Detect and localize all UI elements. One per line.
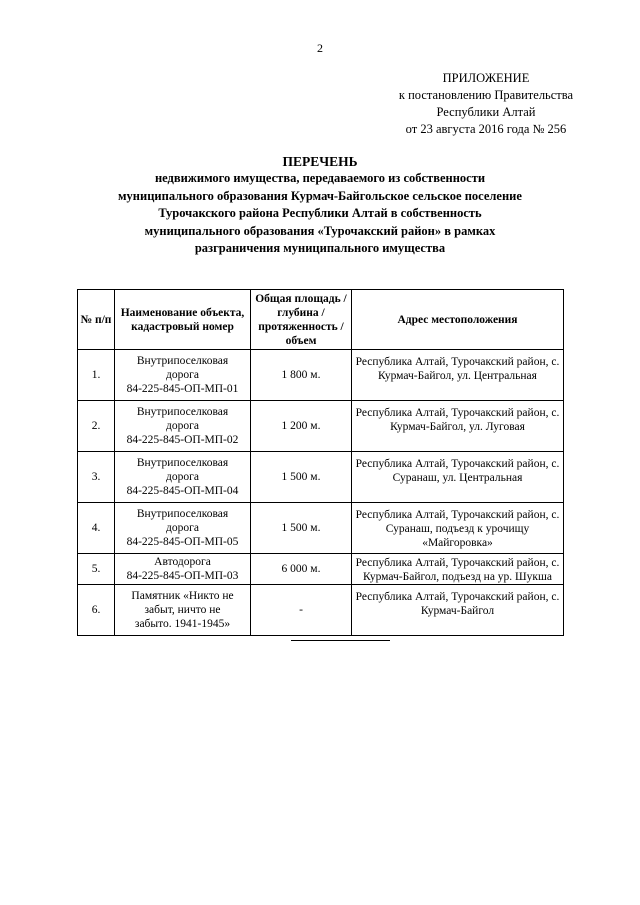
name-line: 84-225-845-ОП-МП-05	[126, 536, 239, 548]
table-row	[78, 585, 564, 636]
table-row	[78, 503, 564, 554]
subtitle-line: недвижимого имущества, передаваемого из собственности	[154, 171, 486, 185]
name-line: Внутрипоселковая	[136, 406, 229, 418]
name-line: Автодорога	[154, 556, 211, 568]
cell-area: 1 500 м.	[251, 503, 352, 554]
document-subtitle	[60, 170, 580, 258]
subtitle-line: муниципального образования Курмач-Байгольское сельское поселение	[118, 188, 522, 203]
cell-name	[115, 503, 251, 554]
table-header-row	[78, 290, 564, 350]
cell-num: 4.	[78, 503, 115, 554]
appendix-line: к постановлению Правительства	[398, 88, 574, 102]
name-line: 84-225-845-ОП-МП-02	[126, 434, 239, 446]
header-area: Общая площадь / глубина / протяженность / объем	[251, 290, 352, 350]
cell-name	[115, 350, 251, 401]
appendix-line: от 23 августа 2016 года № 256	[405, 122, 567, 136]
closing-divider	[291, 640, 390, 641]
cell-address	[352, 554, 564, 585]
name-line: 84-225-845-ОП-МП-03	[126, 570, 239, 582]
name-line: забыт, ничто не	[144, 604, 221, 616]
cell-area: 1 500 м.	[251, 452, 352, 503]
header-num: № п/п	[78, 290, 115, 350]
name-line: дорога	[166, 471, 199, 483]
address-line: Суранаш, подъезд к урочищу «Майгоровка»	[385, 523, 530, 549]
address-line: Курмач-Байгол	[420, 605, 495, 617]
cell-address	[352, 585, 564, 636]
cell-name	[115, 452, 251, 503]
header-address: Адрес местоположения	[352, 290, 564, 350]
appendix-block	[370, 70, 602, 138]
name-line: Внутрипоселковая	[136, 508, 229, 520]
address-line: Республика Алтай, Турочакский район, с.	[355, 458, 560, 470]
cell-num: 2.	[78, 401, 115, 452]
cell-num: 5.	[78, 554, 115, 585]
name-line: Внутрипоселковая	[136, 457, 229, 469]
address-line: Курмач-Байгол, ул. Луговая	[390, 421, 525, 433]
cell-area: 1 200 м.	[251, 401, 352, 452]
address-line: Республика Алтай, Турочакский район, с.	[355, 407, 560, 419]
cell-address	[352, 503, 564, 554]
address-line: Республика Алтай, Турочакский район, с.	[355, 557, 560, 569]
appendix-line: ПРИЛОЖЕНИЕ	[442, 71, 530, 85]
name-line: Внутрипоселковая	[136, 355, 229, 367]
cell-num: 1.	[78, 350, 115, 401]
name-line: дорога	[166, 420, 199, 432]
cell-name	[115, 585, 251, 636]
address-line: Курмач-Байгол, ул. Центральная	[378, 370, 537, 382]
name-line: забыто. 1941-1945»	[134, 618, 231, 630]
page-number: 2	[317, 41, 323, 55]
cell-area: 6 000 м.	[251, 554, 352, 585]
table-row	[78, 554, 564, 585]
address-line: Республика Алтай, Турочакский район, с.	[355, 509, 560, 521]
cell-num: 6.	[78, 585, 115, 636]
table-row	[78, 452, 564, 503]
name-line: дорога	[166, 522, 199, 534]
address-line: Суранаш, ул. Центральная	[392, 472, 523, 484]
cell-name	[115, 401, 251, 452]
name-line: 84-225-845-ОП-МП-01	[126, 383, 239, 395]
address-line: Республика Алтай, Турочакский район, с.	[355, 591, 560, 603]
cell-address	[352, 452, 564, 503]
address-line: Курмач-Байгол, подъезд на ур. Шукша	[363, 571, 552, 583]
name-line: Памятник «Никто не	[131, 590, 234, 602]
document-title: ПЕРЕЧЕНЬ	[282, 154, 358, 169]
header-name: Наименование объекта, кадастровый номер	[115, 290, 251, 350]
table-row	[78, 350, 564, 401]
property-table	[77, 289, 564, 636]
cell-address	[352, 401, 564, 452]
name-line: дорога	[166, 369, 199, 381]
subtitle-line: Турочакского района Республики Алтай в собственность	[158, 206, 482, 220]
cell-num: 3.	[78, 452, 115, 503]
subtitle-line: разграничения муниципального имущества	[194, 241, 446, 255]
subtitle-line: муниципального образования «Турочакский район» в рамках	[144, 223, 496, 238]
cell-name	[115, 554, 251, 585]
cell-address	[352, 350, 564, 401]
cell-area: 1 800 м.	[251, 350, 352, 401]
address-line: Республика Алтай, Турочакский район, с.	[355, 356, 560, 368]
appendix-line: Республики Алтай	[436, 105, 536, 119]
table-row	[78, 401, 564, 452]
name-line: 84-225-845-ОП-МП-04	[126, 485, 239, 497]
cell-area: -	[251, 585, 352, 636]
